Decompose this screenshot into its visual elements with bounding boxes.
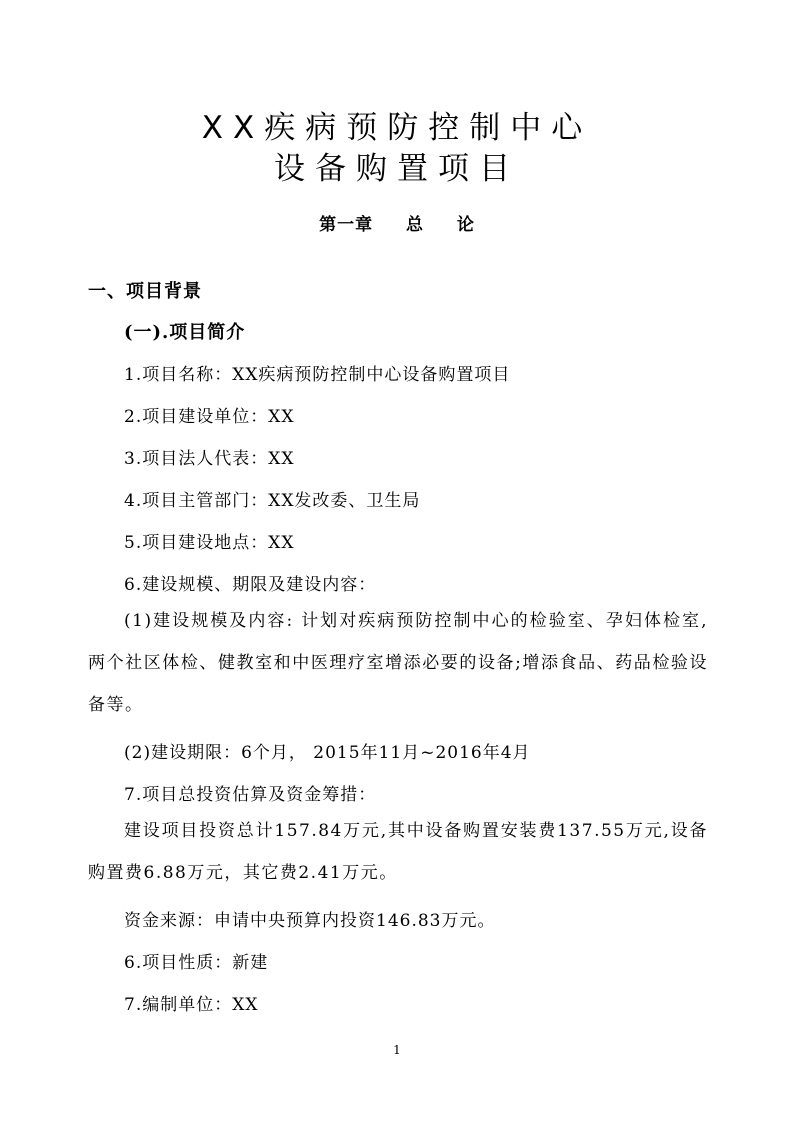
item-investment-detail: 建设项目投资总计157.84万元,其中设备购置安装费137.55万元,设备购置费6.88万元，其它费2.41万元。 xyxy=(88,821,708,883)
item-funding: 资金来源：申请中央预算内投资146.83万元。 xyxy=(124,911,496,931)
item-period: (2)建设期限：6个月， 2015年11月~2016年4月 xyxy=(124,743,531,763)
section-heading: 一、项目背景 xyxy=(88,281,202,302)
item-legal-rep: 3.项目法人代表：XX xyxy=(124,449,295,469)
item-supervising-dept: 4.项目主管部门：XX发改委、卫生局 xyxy=(124,491,421,511)
item-scale-heading: 6.建设规模、期限及建设内容： xyxy=(124,575,377,595)
page-number: 1 xyxy=(393,1043,401,1057)
item-nature: 6.项目性质：新建 xyxy=(124,953,269,973)
chapter-heading: 第一章 总 论 xyxy=(319,215,475,235)
item-location: 5.项目建设地点：XX xyxy=(124,533,295,553)
item-compiler: 7.编制单位：XX xyxy=(124,995,259,1015)
document-title-line-1: XX疾病预防控制中心 xyxy=(201,110,593,146)
item-scale-content: (1)建设规模及内容: 计划对疾病预防控制中心的检验室、孕妇体检室,两个社区体检、健教室和中医理疗室增添必要的设备;增添食品、药品检验设备等。 xyxy=(88,611,708,715)
item-construction-unit: 2.项目建设单位：XX xyxy=(124,407,295,427)
document-title-line-2: 设备购置项目 xyxy=(274,151,520,187)
item-investment-heading: 7.项目总投资估算及资金筹措： xyxy=(124,785,377,805)
item-project-name: 1.项目名称：XX疾病预防控制中心设备购置项目 xyxy=(124,365,511,385)
subsection-heading: (一).项目简介 xyxy=(124,322,246,343)
